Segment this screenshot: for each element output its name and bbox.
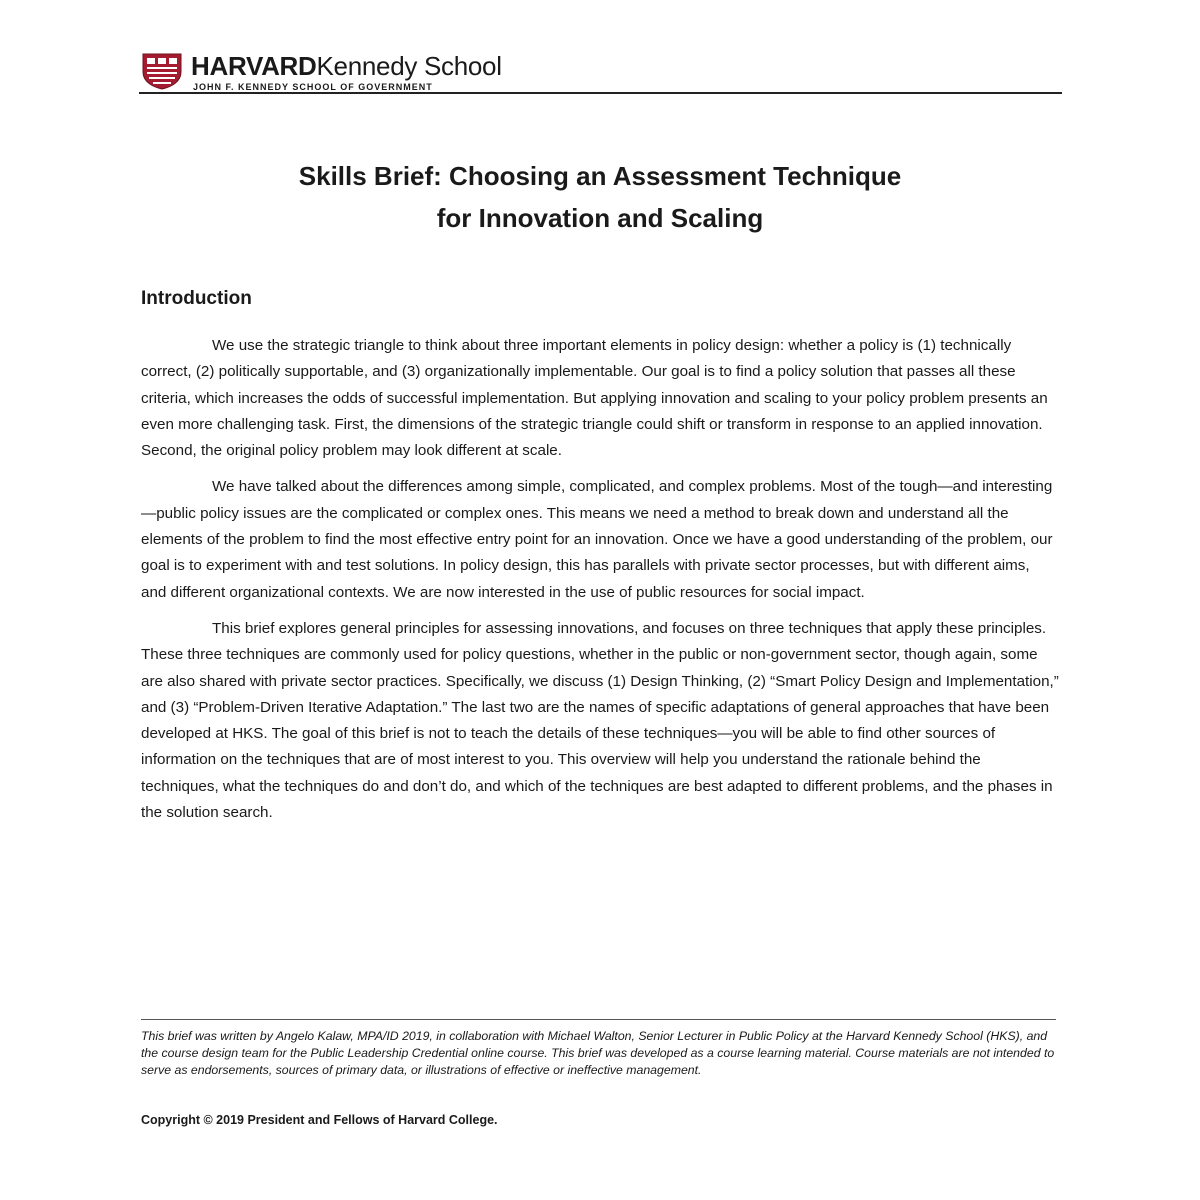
paragraph-2: We have talked about the differences among simple, complicated, and complex problems. Most of the tough—and interesting—public policy issues are the complicated or complex ones. This means we need a method to break down and understand all the elements of the problem to find the most effective entry point for an innovation. Once we have a good understanding of the problem, our goal is to experiment with and test solutions. In policy design, this has parallels with private sector processes, but with different aims, and different organizational contexts. We are now interested in the use of public resources for social impact. bbox=[141, 478, 1053, 601]
footnote-divider bbox=[141, 1019, 1056, 1020]
brand-regular: Kennedy School bbox=[316, 51, 502, 81]
paragraph-3: This brief explores general principles for assessing innovations, and focuses on three techniques that apply these principles. These three techniques are commonly used for policy questions, whether in the public or non-government sector, though again, some are also shared with private sector practices. Specifically, we discuss (1) Design Thinking, (2) “Smart Policy Design and Implementation,” and (3) “Problem-Driven Iterative Adaptation.” The last two are the names of specific adaptations of general approaches that have been developed at HKS. The goal of this brief is not to teach the details of these techniques—you will be able to find other sources of information on the techniques that are of most interest to you. This overview will help you understand the rationale behind the techniques, what the techniques do and don’t do, and which of the techniques are best adapted to different problems, and the phases in the solution search. bbox=[141, 619, 1059, 822]
header-divider bbox=[139, 92, 1062, 94]
body-text bbox=[141, 333, 1059, 836]
brand-name bbox=[191, 52, 502, 80]
paragraph-1: We use the strategic triangle to think about three important elements in policy design: whether a policy is (1) technically correct, (2) politically supportable, and (3) organizationally implementable. Our goal is to find a policy solution that passes all these criteria, which increases the odds of successful implementation. But applying innovation and scaling to your policy problem presents an even more challenging task. First, the dimensions of the strategic triangle could shift or transform in response to an applied innovation. Second, the original policy problem may look different at scale. bbox=[141, 337, 1048, 460]
logo bbox=[141, 52, 1061, 92]
brand-subtitle: JOHN F. KENNEDY SCHOOL OF GOVERNMENT bbox=[193, 82, 433, 92]
brand-bold: HARVARD bbox=[191, 51, 317, 81]
document-title bbox=[0, 155, 1200, 239]
harvard-shield-icon bbox=[141, 52, 183, 90]
title-line-1: Skills Brief: Choosing an Assessment Technique bbox=[298, 161, 902, 191]
section-heading: Introduction bbox=[141, 288, 252, 309]
title-line-2: for Innovation and Scaling bbox=[436, 203, 764, 233]
document-header bbox=[141, 52, 1061, 92]
footnote: This brief was written by Angelo Kalaw, MPA/ID 2019, in collaboration with Michael Walton, Senior Lecturer in Public Policy at the Harvard Kennedy School (HKS), and the course design team for the Public Leadership Credential online course. This brief was developed as a course learning material. Course materials are not intended to serve as endorsements, sources of primary data, or illustrations of effective or ineffective management. bbox=[141, 1029, 1055, 1077]
copyright: Copyright © 2019 President and Fellows of Harvard College. bbox=[141, 1113, 498, 1127]
